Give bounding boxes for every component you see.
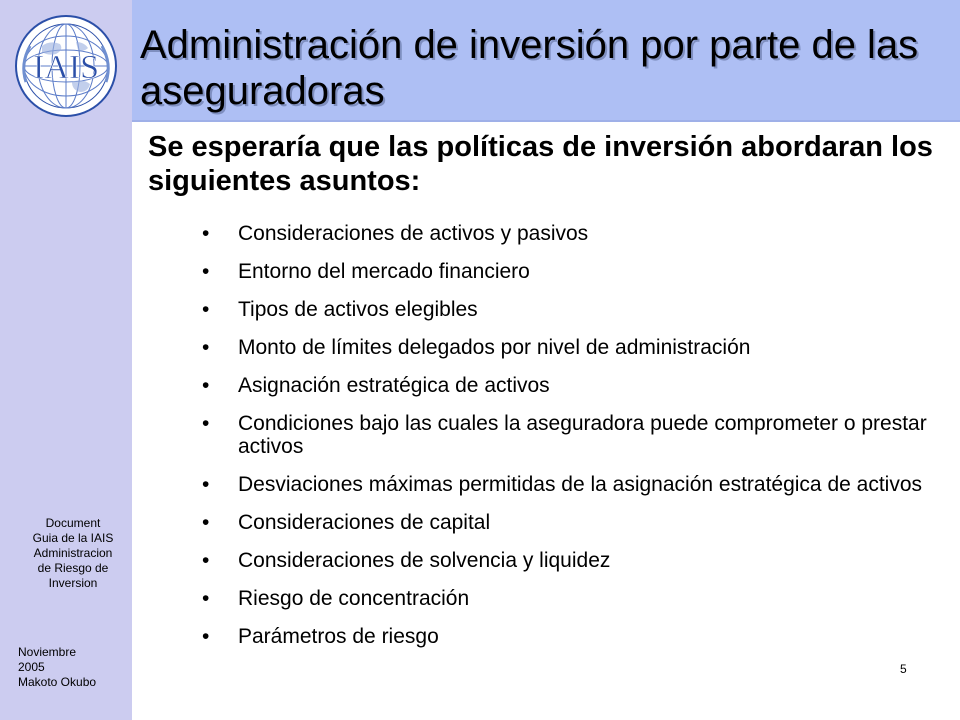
bullet-item: • Condiciones bajo las cuales la aseguradora puede comprometer o prestar activos: [198, 412, 938, 458]
bullet-item: • Consideraciones de capital: [198, 511, 938, 534]
bullet-item: • Consideraciones de solvencia y liquidez: [198, 549, 938, 572]
bullet-item: • Tipos de activos elegibles: [198, 298, 938, 321]
sidebar-document-note: Document Guia de la IAIS Administracion de Riesgo de Inversion: [32, 516, 114, 590]
iais-logo-icon: [12, 12, 120, 120]
title-divider: [132, 120, 960, 122]
sidebar-date-author: Noviembre 2005 Makoto Okubo: [18, 645, 97, 689]
page-number: 5: [900, 662, 907, 676]
slide-title: Administración de inversión por parte de las aseguradoras: [140, 23, 919, 113]
bullet-item: • Asignación estratégica de activos: [198, 374, 938, 397]
iais-logo-text: IAIS: [32, 49, 100, 86]
bullet-item: • Parámetros de riesgo: [198, 625, 938, 648]
bullet-item: • Monto de límites delegados por nivel de administración: [198, 336, 938, 359]
slide-heading: Se esperaría que las políticas de inversión abordaran los siguientes asuntos:: [148, 131, 933, 197]
bullet-item: • Consideraciones de activos y pasivos: [198, 222, 938, 245]
bullet-list: [198, 222, 938, 663]
bullet-item: • Desviaciones máximas permitidas de la asignación estratégica de activos: [198, 473, 938, 496]
bullet-item: • Riesgo de concentración: [198, 587, 938, 610]
bullet-item: • Entorno del mercado financiero: [198, 260, 938, 283]
